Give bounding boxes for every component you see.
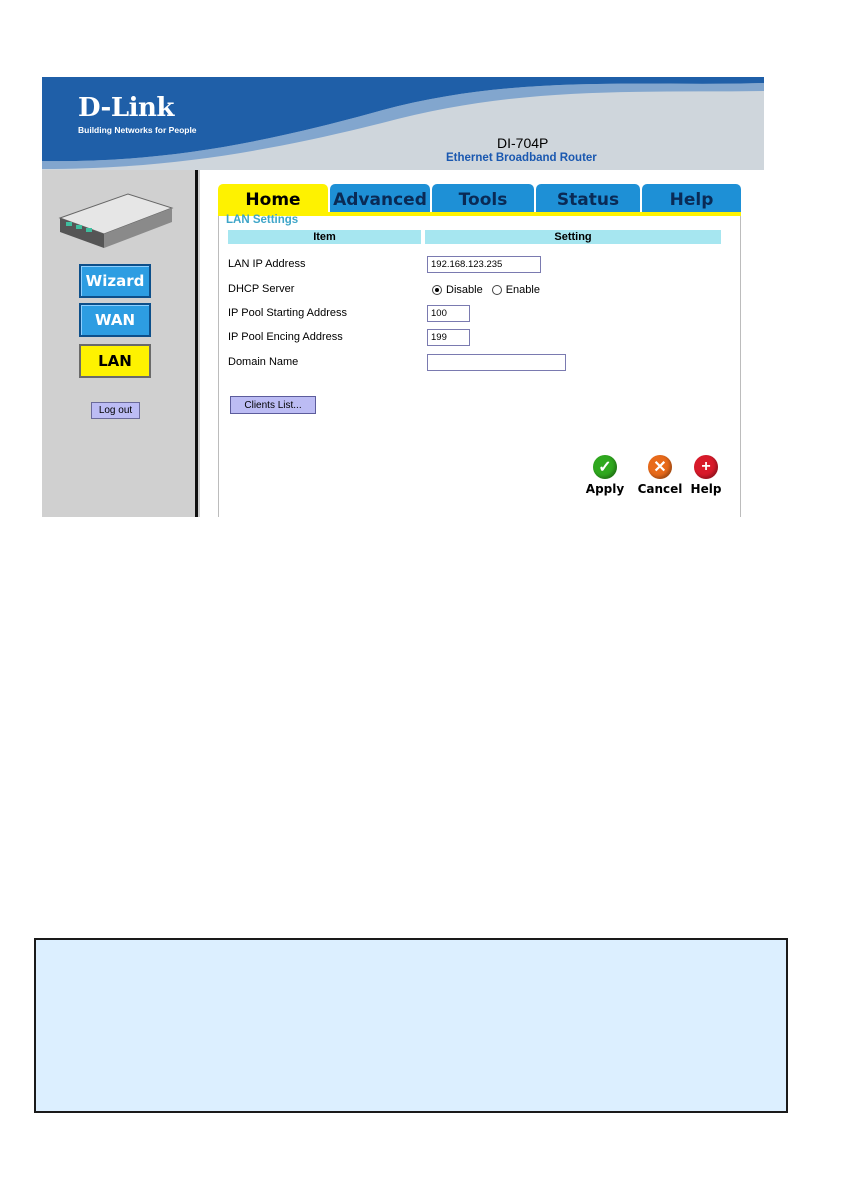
tab-help[interactable]: Help	[642, 184, 741, 212]
tab-tools[interactable]: Tools	[432, 184, 534, 212]
pool-start-input[interactable]	[427, 305, 470, 322]
pool-end-input[interactable]	[427, 329, 470, 346]
help-button[interactable]	[686, 455, 726, 496]
tab-home[interactable]: Home	[218, 184, 328, 212]
pool-start-label: IP Pool Starting Address	[228, 307, 348, 319]
pool-end-label: IP Pool Encing Address	[228, 331, 343, 343]
dhcp-enable-radio[interactable]	[492, 285, 502, 295]
cancel-button[interactable]	[637, 455, 683, 496]
model-name: DI-704P	[497, 135, 549, 151]
tab-advanced[interactable]: Advanced	[330, 184, 430, 212]
router-web-ui	[42, 77, 764, 517]
dhcp-disable-radio[interactable]	[432, 285, 442, 295]
header-banner	[42, 77, 764, 170]
router-device-image	[56, 190, 176, 250]
dhcp-disable-label: Disable	[446, 284, 483, 296]
info-box	[34, 938, 788, 1113]
sidebar-divider	[192, 170, 200, 517]
column-header-item: Item	[228, 230, 421, 244]
dlink-logo: D-Link	[78, 93, 174, 123]
header-wave	[42, 77, 764, 170]
domain-name-label: Domain Name	[228, 356, 299, 368]
apply-label: Apply	[585, 482, 625, 496]
clients-list-button[interactable]: Clients List...	[230, 396, 316, 414]
dhcp-radio-group	[432, 284, 540, 296]
lan-ip-label: LAN IP Address	[228, 258, 306, 270]
sidebar-wan-button[interactable]: WAN	[79, 303, 151, 337]
help-label: Help	[690, 482, 722, 496]
logout-button[interactable]: Log out	[91, 402, 140, 419]
main-panel	[200, 170, 764, 517]
sidebar-wizard-button[interactable]: Wizard	[79, 264, 151, 298]
dhcp-server-label: DHCP Server	[228, 283, 295, 295]
tab-bar	[218, 184, 741, 212]
domain-name-input[interactable]	[427, 354, 566, 371]
column-header-setting: Setting	[425, 230, 721, 244]
tab-status[interactable]: Status	[536, 184, 640, 212]
section-title: LAN Settings	[226, 214, 299, 226]
lan-ip-input[interactable]	[427, 256, 541, 273]
dhcp-enable-label: Enable	[505, 284, 540, 296]
plus-icon: +	[694, 455, 718, 479]
sidebar	[42, 170, 192, 517]
dlink-tagline: Building Networks for People	[78, 125, 197, 135]
check-icon: ✓	[593, 455, 617, 479]
sidebar-lan-button[interactable]: LAN	[79, 344, 151, 378]
apply-button[interactable]	[585, 455, 625, 496]
cancel-label: Cancel	[637, 482, 683, 496]
close-icon: ✕	[648, 455, 672, 479]
product-name: Ethernet Broadband Router	[446, 152, 597, 164]
